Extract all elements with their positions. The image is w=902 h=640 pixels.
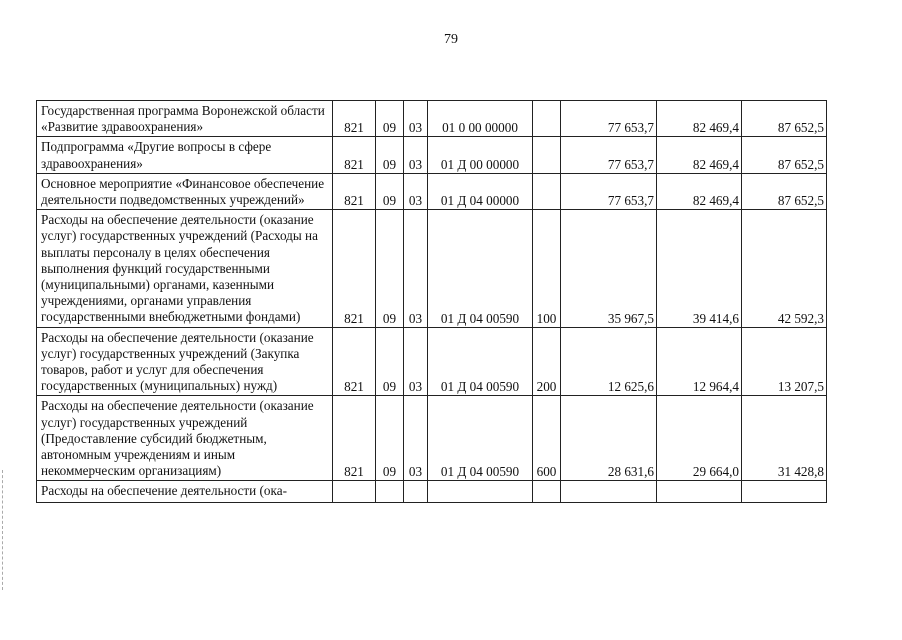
row-name-cell: Расходы на обеспечение деятельности (оказание услуг) государственных учреждений (Предоставление субсидий бюджетным, автономным учреждениям и иным некоммерческим организациям) — [37, 396, 333, 481]
section-code-cell: 09 — [376, 101, 404, 137]
row-name-cell: Подпрограмма «Другие вопросы в сфере здравоохранения» — [37, 137, 333, 173]
amount-year3-cell: 31 428,8 — [742, 396, 827, 481]
amount-year2-cell: 82 469,4 — [657, 173, 742, 209]
row-name-cell: Расходы на обеспечение деятельности (оказание услуг) государственных учреждений (Расходы на выплаты персоналу в целях обеспечения выполнения функций государственными (муниципальными) органами, казенными учреждениями, органами управления государственными внебюджетными фондами) — [37, 210, 333, 327]
subsection-code-cell: 03 — [404, 327, 428, 396]
row-name-cell: Расходы на обеспечение деятельности (оказание услуг) государственных учреждений (Закупка товаров, работ и услуг для обеспечения государственных (муниципальных) нужд) — [37, 327, 333, 396]
subsection-code-cell: 03 — [404, 101, 428, 137]
admin-code-cell: 821 — [333, 396, 376, 481]
amount-year2-cell: 82 469,4 — [657, 137, 742, 173]
table-row — [37, 327, 827, 396]
amount-year3-cell: 87 652,5 — [742, 137, 827, 173]
amount-year1-cell: 12 625,6 — [561, 327, 657, 396]
table-row — [37, 137, 827, 173]
row-name-cell: Основное мероприятие «Финансовое обеспечение деятельности подведомственных учреждений» — [37, 173, 333, 209]
expense-type-cell — [533, 101, 561, 137]
target-article-cell: 01 Д 04 00590 — [428, 396, 533, 481]
target-article-cell: 01 Д 04 00590 — [428, 327, 533, 396]
admin-code-cell — [333, 481, 376, 503]
target-article-cell — [428, 481, 533, 503]
amount-year1-cell: 35 967,5 — [561, 210, 657, 327]
expense-type-cell — [533, 137, 561, 173]
amount-year2-cell: 12 964,4 — [657, 327, 742, 396]
target-article-cell: 01 0 00 00000 — [428, 101, 533, 137]
page-number: 79 — [444, 32, 458, 47]
amount-year3-cell: 13 207,5 — [742, 327, 827, 396]
amount-year2-cell: 82 469,4 — [657, 101, 742, 137]
amount-year1-cell: 77 653,7 — [561, 137, 657, 173]
amount-year1-cell — [561, 481, 657, 503]
amount-year2-cell: 39 414,6 — [657, 210, 742, 327]
admin-code-cell: 821 — [333, 137, 376, 173]
budget-table — [36, 100, 827, 503]
amount-year2-cell: 29 664,0 — [657, 396, 742, 481]
amount-year3-cell: 87 652,5 — [742, 173, 827, 209]
amount-year1-cell: 77 653,7 — [561, 101, 657, 137]
expense-type-cell — [533, 481, 561, 503]
target-article-cell: 01 Д 04 00590 — [428, 210, 533, 327]
subsection-code-cell: 03 — [404, 396, 428, 481]
amount-year3-cell: 42 592,3 — [742, 210, 827, 327]
expense-type-cell: 200 — [533, 327, 561, 396]
table-row — [37, 210, 827, 327]
amount-year1-cell: 28 631,6 — [561, 396, 657, 481]
amount-year3-cell — [742, 481, 827, 503]
amount-year3-cell: 87 652,5 — [742, 101, 827, 137]
section-code-cell — [376, 481, 404, 503]
admin-code-cell: 821 — [333, 173, 376, 209]
amount-year2-cell — [657, 481, 742, 503]
section-code-cell: 09 — [376, 327, 404, 396]
admin-code-cell: 821 — [333, 327, 376, 396]
admin-code-cell: 821 — [333, 210, 376, 327]
expense-type-cell: 600 — [533, 396, 561, 481]
table-row — [37, 173, 827, 209]
section-code-cell: 09 — [376, 210, 404, 327]
expense-type-cell — [533, 173, 561, 209]
table-row — [37, 396, 827, 481]
admin-code-cell: 821 — [333, 101, 376, 137]
table-row — [37, 101, 827, 137]
section-code-cell: 09 — [376, 396, 404, 481]
subsection-code-cell: 03 — [404, 210, 428, 327]
subsection-code-cell: 03 — [404, 137, 428, 173]
subsection-code-cell: 03 — [404, 173, 428, 209]
expense-type-cell: 100 — [533, 210, 561, 327]
subsection-code-cell — [404, 481, 428, 503]
section-code-cell: 09 — [376, 173, 404, 209]
target-article-cell: 01 Д 00 00000 — [428, 137, 533, 173]
scan-edge-mark — [2, 470, 4, 590]
section-code-cell: 09 — [376, 137, 404, 173]
amount-year1-cell: 77 653,7 — [561, 173, 657, 209]
row-name-cell: Государственная программа Воронежской области «Развитие здравоохранения» — [37, 101, 333, 137]
row-name-cell: Расходы на обеспечение деятельности (ока- — [37, 481, 333, 503]
table-row — [37, 481, 827, 503]
target-article-cell: 01 Д 04 00000 — [428, 173, 533, 209]
